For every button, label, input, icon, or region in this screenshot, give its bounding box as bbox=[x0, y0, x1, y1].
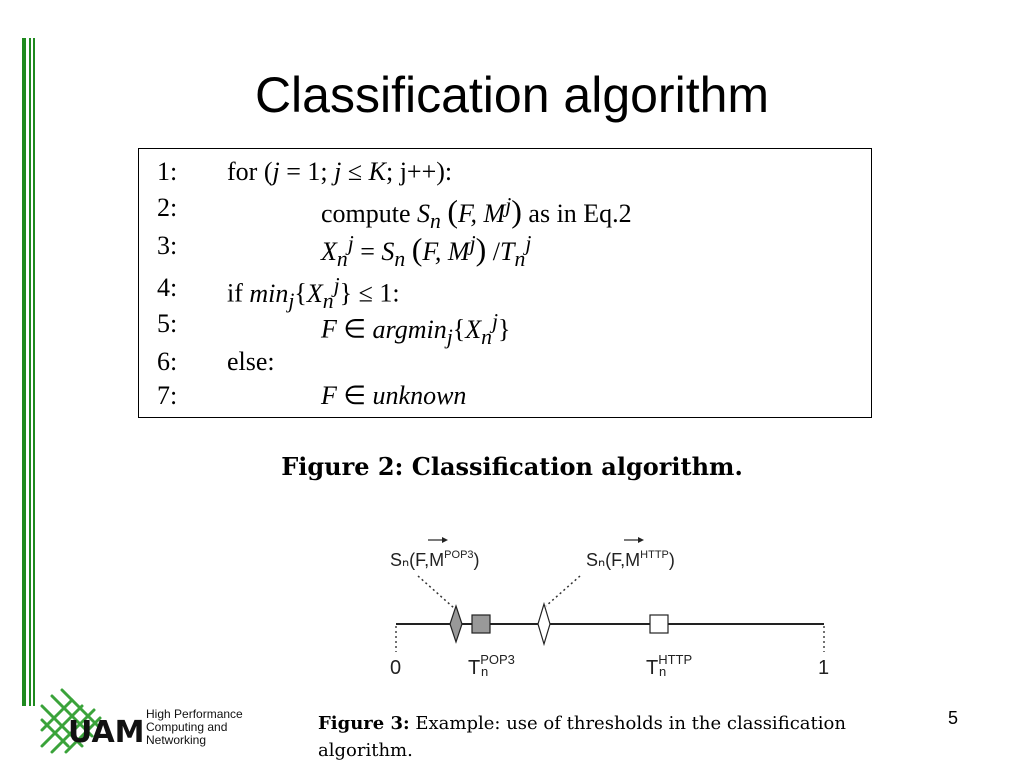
line-number: 7: bbox=[157, 381, 178, 410]
figure-3-label: Figure 3: bbox=[318, 713, 410, 734]
line-number: 4: bbox=[157, 273, 178, 302]
slide-title: Classification algorithm bbox=[254, 67, 770, 123]
pointer-pop3 bbox=[418, 576, 454, 608]
line-number: 5: bbox=[157, 309, 178, 338]
accent-bar-1 bbox=[22, 38, 26, 706]
logo-mark: UAM bbox=[68, 715, 145, 750]
threshold-pop3-label: $T^{POP3}$ bbox=[468, 652, 515, 679]
accent-bar-2 bbox=[29, 38, 31, 706]
page-number: 5 bbox=[948, 708, 959, 728]
label-http: $S_n(F,M^{HTTP})$ bbox=[586, 549, 675, 570]
line-number: 3: bbox=[157, 231, 178, 260]
accent-bar-3 bbox=[33, 38, 35, 706]
algorithm-box bbox=[138, 148, 872, 418]
figure-2-caption: Figure 2: Classification algorithm. bbox=[281, 452, 743, 481]
figure-3-text: Example: use of thresholds in the classification algorithm. bbox=[318, 713, 846, 761]
line-number: 2: bbox=[157, 193, 178, 222]
logo-text: High Performance Computing and Networking bbox=[146, 707, 243, 747]
pointer-http bbox=[546, 576, 580, 606]
line-code: $X_n^j = S_n$ (F, $M^j$) $/T_n^j$ bbox=[321, 231, 532, 272]
threshold-http-label: $T^{HTTP}$ bbox=[646, 652, 693, 679]
line-code: for (j = 1; j ≤ K; j++): bbox=[227, 157, 453, 186]
score-http-marker bbox=[538, 604, 550, 644]
threshold-http-marker bbox=[650, 615, 668, 633]
threshold-http-sub: n bbox=[659, 664, 667, 679]
threshold-pop3-marker bbox=[472, 615, 490, 633]
axis-label-end: 1 bbox=[818, 657, 830, 679]
threshold-diagram bbox=[380, 530, 840, 680]
score-pop3-marker bbox=[450, 606, 462, 642]
label-pop3: $S_n(F,M^{POP3})$ bbox=[390, 549, 480, 570]
line-number: 6: bbox=[157, 347, 178, 376]
figure-3-caption bbox=[318, 710, 918, 764]
axis-label-start: 0 bbox=[390, 657, 402, 679]
line-code: F ∈ $argmin_j\{X_n^j\}$ bbox=[321, 309, 511, 349]
line-code: F ∈ unknown bbox=[321, 381, 467, 410]
line-code: else: bbox=[227, 347, 275, 376]
threshold-pop3-sub: n bbox=[481, 664, 489, 679]
line-code: compute $S_n$ (F, $M^j$) as in Eq.2 bbox=[321, 193, 632, 234]
line-number: 1: bbox=[157, 157, 178, 186]
line-code: if $\min_j\{X_n^j\} \le 1$: bbox=[227, 273, 400, 313]
